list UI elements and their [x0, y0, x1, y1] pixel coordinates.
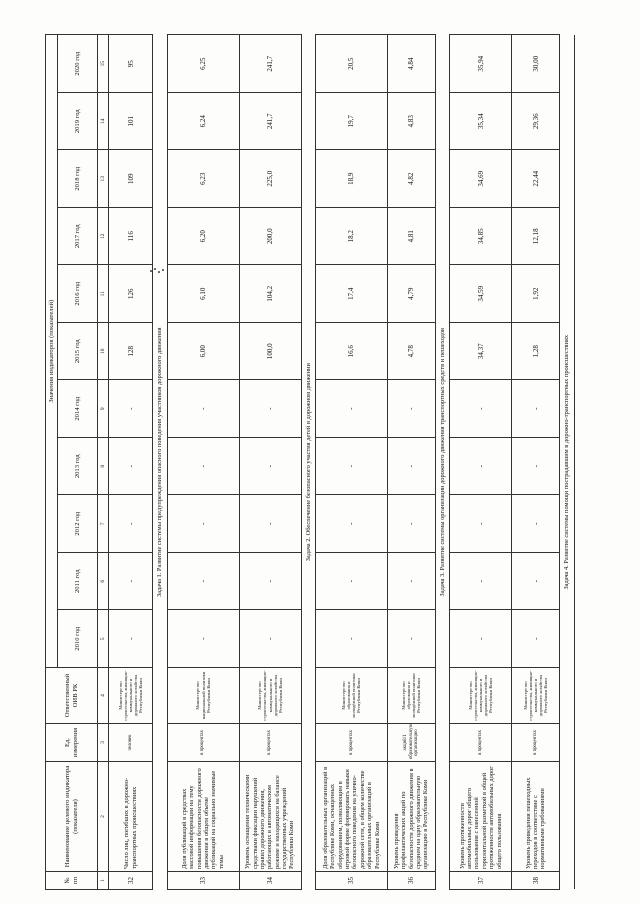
value-cell: 6,24 — [167, 93, 239, 151]
header-unit: Ед. измерения — [46, 724, 98, 762]
header-year: 2015 год — [58, 323, 98, 381]
column-number: 6 — [98, 553, 109, 611]
value-cell: - — [387, 553, 435, 611]
value-cell: 4,82 — [387, 150, 435, 208]
header-year: 2017 год — [58, 208, 98, 266]
value-cell: - — [387, 610, 435, 668]
column-number: 12 — [98, 208, 109, 266]
value-cell: - — [109, 438, 153, 496]
row-number: 32 — [109, 872, 153, 890]
task-row — [435, 35, 449, 890]
table-row — [512, 35, 560, 890]
table-body — [109, 35, 574, 890]
unit-cell: в процентах — [167, 724, 239, 762]
column-number: 2 — [98, 762, 109, 872]
value-cell: - — [109, 380, 153, 438]
header-year: 2010 год — [58, 610, 98, 668]
column-number: 1 — [98, 872, 109, 890]
column-number: 9 — [98, 380, 109, 438]
unit-cell: в процентах — [315, 724, 387, 762]
value-cell: - — [450, 553, 512, 611]
value-cell: - — [315, 553, 387, 611]
table-row — [315, 35, 387, 890]
column-number: 5 — [98, 610, 109, 668]
value-cell: 116 — [109, 208, 153, 266]
value-cell: 34,59 — [450, 265, 512, 323]
task-row — [153, 35, 167, 890]
column-number: 15 — [98, 35, 109, 93]
header-year: 2011 год — [58, 553, 98, 611]
unit-cell: в процентах — [239, 724, 301, 762]
value-cell: 6,23 — [167, 150, 239, 208]
row-number: 37 — [450, 872, 512, 890]
value-cell: - — [387, 380, 435, 438]
value-cell: - — [450, 610, 512, 668]
executor-cell: Министерство строительства, жилищно-коммунального и дорожного хозяйства Республики Коми — [512, 668, 560, 724]
value-cell: - — [387, 495, 435, 553]
indicator-name: Уровень протяженности автомобильных дорог общего пользования с нанесенной горизонтальной разметкой в общей протяженности автомобильных дорог общего пользования — [450, 762, 512, 872]
value-cell: - — [450, 380, 512, 438]
value-cell: 6,10 — [167, 265, 239, 323]
table-row — [387, 35, 435, 890]
task-row — [560, 35, 574, 890]
value-cell: 128 — [109, 323, 153, 381]
value-cell: 16,6 — [315, 323, 387, 381]
value-cell: 6,25 — [167, 35, 239, 93]
table-row — [167, 35, 239, 890]
value-cell: 241,7 — [239, 35, 301, 93]
value-cell: 4,81 — [387, 208, 435, 266]
value-cell: - — [239, 380, 301, 438]
value-cell: 29,36 — [512, 93, 560, 151]
value-cell: 101 — [109, 93, 153, 151]
task-title: Задача 1. Развитие системы предупреждения опасного поведения участников дорожного движения — [153, 35, 167, 890]
task-title: Задача 3. Развитие системы организации дорожного движения транспортных средств и пешеходов — [435, 35, 449, 890]
value-cell: - — [315, 495, 387, 553]
value-cell: 12,18 — [512, 208, 560, 266]
header-name: Наименование целевого индикатора (показателя) — [46, 762, 98, 872]
value-cell: - — [239, 553, 301, 611]
indicator-name: Уровень приведения пешеходных переходов в соответствие с нормативными требованиями — [512, 762, 560, 872]
header-values: Значения индикаторов (показателей) — [46, 35, 58, 668]
row-number: 33 — [167, 872, 239, 890]
header-year: 2012 год — [58, 495, 98, 553]
value-cell: - — [315, 438, 387, 496]
column-number: 14 — [98, 93, 109, 151]
value-cell: 1,28 — [512, 323, 560, 381]
column-number: 3 — [98, 724, 109, 762]
value-cell: 18,2 — [315, 208, 387, 266]
value-cell: - — [109, 610, 153, 668]
value-cell: 22,44 — [512, 150, 560, 208]
value-cell: 34,37 — [450, 323, 512, 381]
value-cell: 20,5 — [315, 35, 387, 93]
value-cell: 18,9 — [315, 150, 387, 208]
value-cell: - — [450, 495, 512, 553]
value-cell: - — [315, 380, 387, 438]
value-cell: - — [167, 610, 239, 668]
row-number: 38 — [512, 872, 560, 890]
indicator-name: Уровень оснащения техническими средствами фиксации нарушений правил дорожного движения, работающих в автоматическом режиме и находящихся на балансе государственных учреждений Республики Коми — [239, 762, 301, 872]
value-cell: 6,20 — [167, 208, 239, 266]
value-cell: - — [450, 438, 512, 496]
value-cell: - — [512, 438, 560, 496]
value-cell: 4,84 — [387, 35, 435, 93]
executor-cell: Министерство строительства, жилищно-коммунального и дорожного хозяйства Республики Коми — [450, 668, 512, 724]
column-number: 7 — [98, 495, 109, 553]
value-cell: 1,92 — [512, 265, 560, 323]
table-header — [46, 35, 109, 890]
table-row — [450, 35, 512, 890]
value-cell: 225,0 — [239, 150, 301, 208]
header-no: № пп — [46, 872, 98, 890]
value-cell: - — [512, 553, 560, 611]
task-title: Задача 4. Развитие системы помощи пострадавшим в дорожно-транспортных происшествиях — [560, 35, 574, 890]
value-cell: - — [167, 438, 239, 496]
value-cell: 4,83 — [387, 93, 435, 151]
header-year: 2018 год — [58, 150, 98, 208]
value-cell: - — [512, 380, 560, 438]
value-cell: - — [167, 553, 239, 611]
unit-cell: акций/1 образовательную организацию — [387, 724, 435, 762]
value-cell: - — [167, 380, 239, 438]
column-number: 11 — [98, 265, 109, 323]
executor-cell: Министерство национальной политики Республики Коми — [167, 668, 239, 724]
executor-cell: Министерство образования и молодёжной политики Республики Коми — [387, 668, 435, 724]
row-number: 35 — [315, 872, 387, 890]
value-cell: 241,7 — [239, 93, 301, 151]
value-cell: 35,34 — [450, 93, 512, 151]
row-number: 36 — [387, 872, 435, 890]
value-cell: 95 — [109, 35, 153, 93]
value-cell: 100,0 — [239, 323, 301, 381]
value-cell: - — [239, 495, 301, 553]
value-cell: - — [512, 495, 560, 553]
indicator-name: Доля образовательных организаций в Республике Коми, оснащенных оборудованием, позволяющим в игровой форме формировать навыки безопасного поведения на улично-дорожной сети, в общем количестве образовательных организаций в Республике Коми — [315, 762, 387, 872]
header-year: 2019 год — [58, 93, 98, 151]
column-number: 4 — [98, 668, 109, 724]
column-number: 13 — [98, 150, 109, 208]
value-cell: 104,2 — [239, 265, 301, 323]
rotated-table-container — [45, 35, 615, 890]
task-row — [301, 35, 315, 890]
unit-cell: в процентах — [512, 724, 560, 762]
value-cell: - — [387, 438, 435, 496]
value-cell: 34,85 — [450, 208, 512, 266]
column-number: 10 — [98, 323, 109, 381]
header-year: 2016 год — [58, 265, 98, 323]
indicator-name: Число лиц, погибших в дорожно-транспортных происшествиях — [109, 762, 153, 872]
indicator-name: Доля публикаций в средствах массовой информации на тему повышения безопасности дорожного движения в общем объеме публикаций на социально значимые темы — [167, 762, 239, 872]
column-numbers-row — [98, 35, 109, 890]
value-cell: 4,78 — [387, 323, 435, 381]
indicators-table — [45, 34, 575, 890]
header-year: 2020 год — [58, 35, 98, 93]
header-exec: Ответственный ОИВ РК — [46, 668, 98, 724]
value-cell: - — [109, 553, 153, 611]
header-year: 2014 год — [58, 380, 98, 438]
value-cell: - — [239, 438, 301, 496]
value-cell: 109 — [109, 150, 153, 208]
column-number: 8 — [98, 438, 109, 496]
value-cell: 17,4 — [315, 265, 387, 323]
value-cell: 35,94 — [450, 35, 512, 93]
value-cell: 30,00 — [512, 35, 560, 93]
unit-cell: человек — [109, 724, 153, 762]
row-number: 34 — [239, 872, 301, 890]
executor-cell: Министерство образования и молодёжной политики Республики Коми — [315, 668, 387, 724]
value-cell: - — [239, 610, 301, 668]
executor-cell: Министерство строительства, жилищно-коммунального и дорожного хозяйства Республики Коми — [239, 668, 301, 724]
value-cell: 200,0 — [239, 208, 301, 266]
value-cell: 4,79 — [387, 265, 435, 323]
task-title: Задача 2. Обеспечение безопасного участия детей в дорожном движении — [301, 35, 315, 890]
executor-cell: Министерство строительства, жилищно-коммунального и дорожного хозяйства Республики Коми — [109, 668, 153, 724]
value-cell: - — [315, 610, 387, 668]
value-cell: 34,69 — [450, 150, 512, 208]
value-cell: 19,7 — [315, 93, 387, 151]
value-cell: - — [512, 610, 560, 668]
value-cell: 6,00 — [167, 323, 239, 381]
table-row — [239, 35, 301, 890]
value-cell: - — [167, 495, 239, 553]
header-year: 2013 год — [58, 438, 98, 496]
unit-cell: в процентах — [450, 724, 512, 762]
indicator-name: Уровень проведения профилактических акций по безопасности дорожного движения в среднем на одну образовательную организацию в Республике Коми — [387, 762, 435, 872]
table-row — [109, 35, 153, 890]
value-cell: - — [109, 495, 153, 553]
value-cell: 126 — [109, 265, 153, 323]
